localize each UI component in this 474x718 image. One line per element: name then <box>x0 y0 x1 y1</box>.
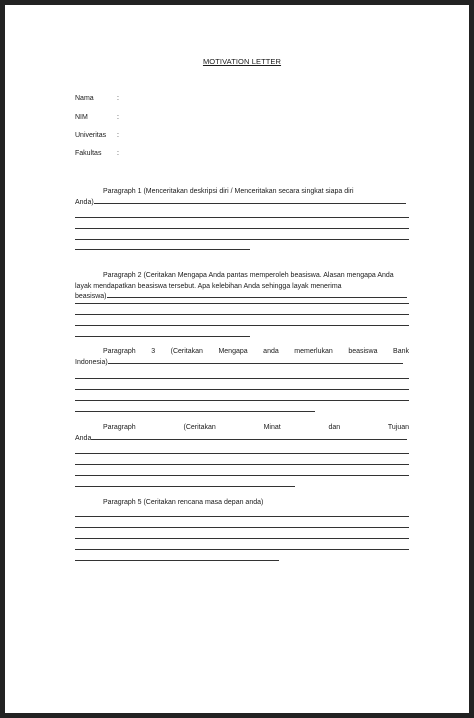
field-label: Nama <box>75 95 94 102</box>
paragraph-3 <box>75 347 409 358</box>
writing-line <box>75 411 315 412</box>
writing-line <box>75 527 409 528</box>
paragraph-prompt: Paragraph 2 (Ceritakan Mengapa Anda pantas memperoleh beasiswa. Alasan mengapa Anda <box>103 272 394 279</box>
field-label: Univeritas <box>75 132 107 139</box>
field-nama <box>75 95 119 102</box>
paragraph-prompt: Paragraph 1 (Menceritakan deskripsi diri / Menceritakan secara singkat siapa diri <box>103 188 354 195</box>
paragraph-prompt: Paragraph 5 (Ceritakan rencana masa depan anda) <box>103 499 264 506</box>
writing-line <box>75 217 409 218</box>
writing-line <box>75 336 250 337</box>
paragraph-prompt: Paragraph 3 (Ceritakan Mengapa anda memerlukan beasiswa Bank <box>103 348 409 355</box>
writing-line <box>75 325 409 326</box>
paragraph-1 <box>75 187 409 208</box>
paragraph-prompt: Anda) <box>75 198 94 206</box>
writing-line <box>75 228 409 229</box>
writing-line <box>75 560 279 561</box>
writing-line <box>75 389 409 390</box>
writing-line <box>75 249 250 250</box>
writing-line <box>75 239 409 240</box>
writing-line <box>75 400 409 401</box>
writing-line <box>75 486 295 487</box>
paragraph-4-cont <box>75 434 409 445</box>
writing-line <box>75 464 409 465</box>
paragraph-4 <box>75 423 409 434</box>
paragraph-2 <box>75 271 409 303</box>
writing-line <box>91 439 407 440</box>
paragraph-prompt: beasiswa) <box>75 293 107 300</box>
field-universitas <box>75 132 119 139</box>
paragraph-prompt: Anda <box>75 434 92 442</box>
paragraph-prompt: Paragraph (Ceritakan Minat dan Tujuan <box>103 424 409 431</box>
field-colon: : <box>117 132 119 139</box>
writing-line <box>75 378 409 379</box>
document-title: MOTIVATION LETTER <box>202 57 282 66</box>
writing-line <box>75 538 409 539</box>
writing-line <box>94 203 406 204</box>
writing-line <box>75 516 409 517</box>
field-colon: : <box>117 95 119 102</box>
paragraph-prompt: layak mendapatkan beasiswa tersebut. Apa kelebihan Anda sehingga layak menerima <box>75 282 342 290</box>
writing-line <box>75 314 409 315</box>
paragraph-5 <box>75 498 409 509</box>
field-fakultas <box>75 150 119 157</box>
writing-line <box>75 475 409 476</box>
writing-line <box>75 549 409 550</box>
field-colon: : <box>117 114 119 121</box>
writing-line <box>107 297 407 298</box>
writing-line <box>75 303 409 304</box>
paragraph-3-cont <box>75 358 409 369</box>
field-label: Fakultas <box>75 150 102 157</box>
writing-line <box>75 453 409 454</box>
field-nim <box>75 114 119 121</box>
writing-line <box>108 363 403 364</box>
paragraph-prompt: Indonesia) <box>75 358 108 366</box>
document-page <box>75 5 409 713</box>
field-colon: : <box>117 150 119 157</box>
field-label: NIM <box>75 114 88 121</box>
